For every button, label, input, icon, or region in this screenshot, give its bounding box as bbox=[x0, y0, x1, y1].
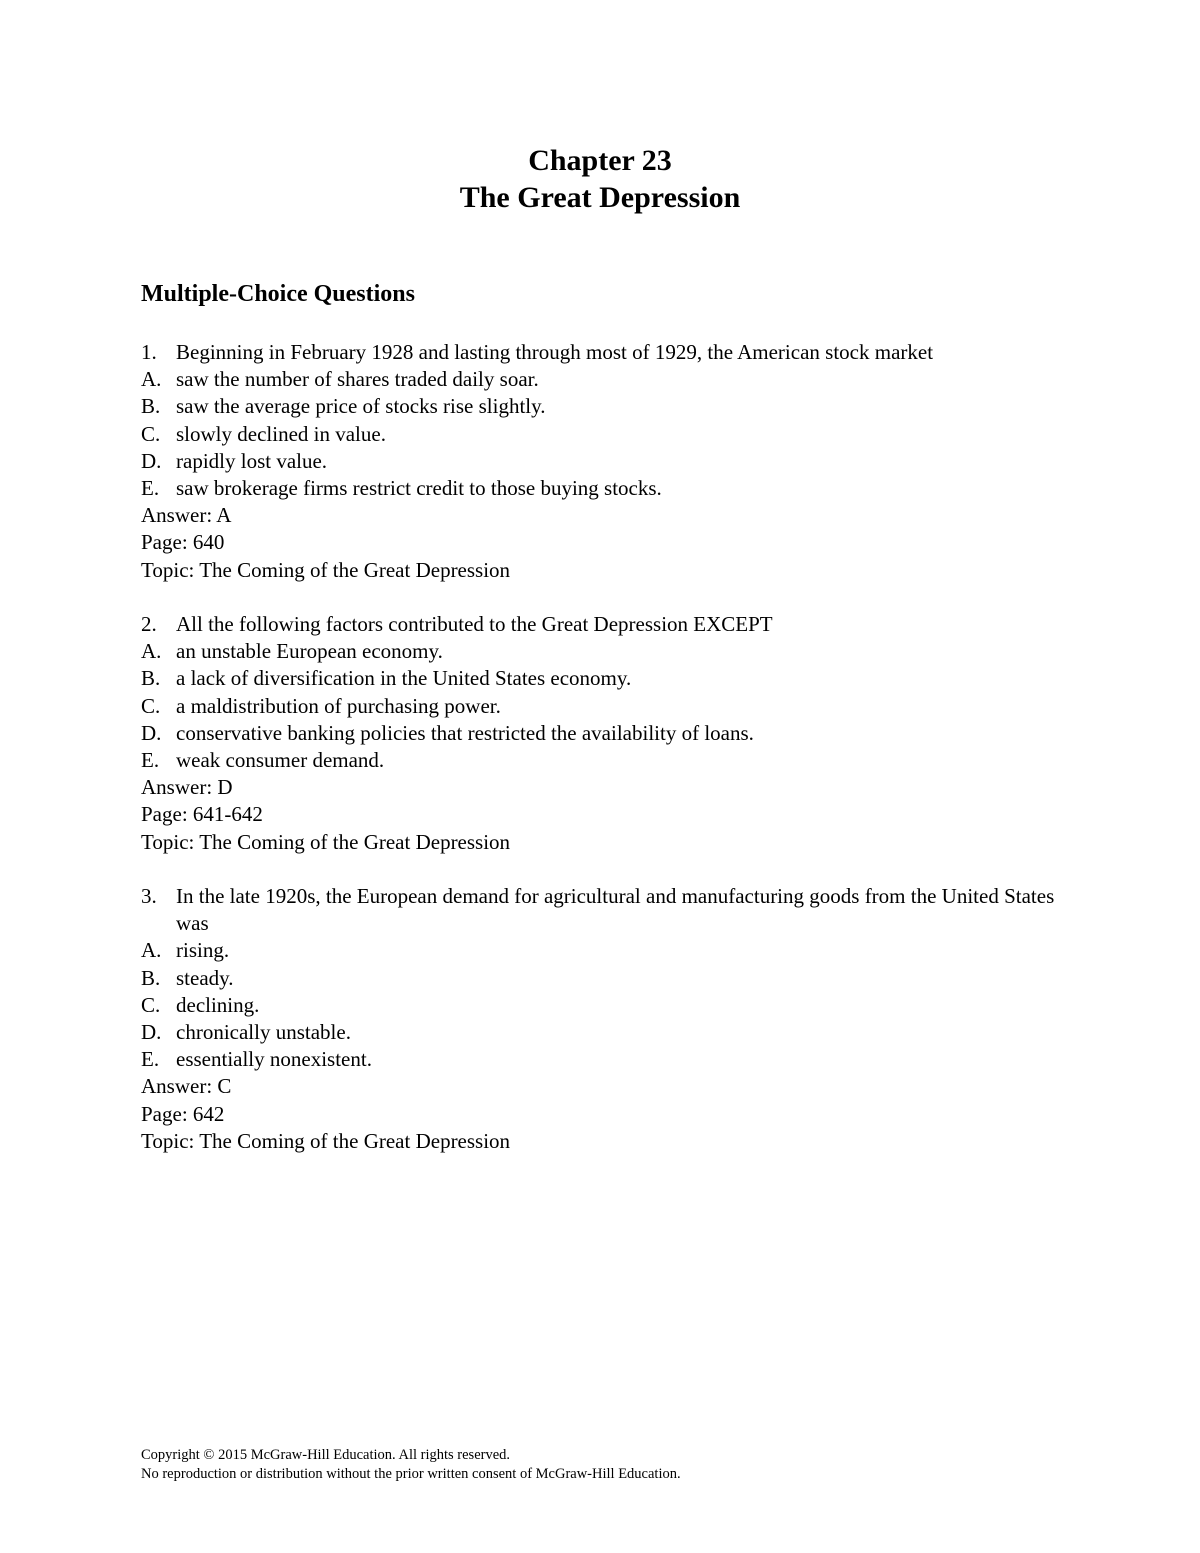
option-letter: D. bbox=[141, 448, 162, 473]
option-c bbox=[141, 421, 1061, 448]
option-a bbox=[141, 937, 1061, 964]
question-3 bbox=[141, 883, 1061, 1155]
answer-line: Answer: D bbox=[141, 775, 233, 800]
option-e bbox=[141, 747, 1061, 774]
option-text: an unstable European economy. bbox=[176, 639, 443, 664]
answer-line: Answer: C bbox=[141, 1074, 232, 1099]
question-number: 3. bbox=[141, 884, 157, 909]
option-letter: B. bbox=[141, 394, 161, 419]
option-text: declining. bbox=[176, 992, 260, 1017]
chapter-number: Chapter 23 bbox=[528, 144, 672, 177]
option-text: rising. bbox=[176, 938, 230, 963]
page-line: Page: 642 bbox=[141, 1101, 225, 1126]
option-letter: E. bbox=[141, 748, 160, 773]
copyright-line: Copyright © 2015 McGraw-Hill Education. All rights reserved. bbox=[141, 1447, 511, 1463]
topic-line: Topic: The Coming of the Great Depression bbox=[141, 557, 511, 582]
option-b bbox=[141, 665, 1061, 692]
question-text: In the late 1920s, the European demand for agricultural and manufacturing goods from the United States was bbox=[176, 884, 1055, 936]
chapter-name: The Great Depression bbox=[459, 181, 741, 214]
answer-line: Answer: A bbox=[141, 503, 232, 528]
reproduction-notice: No reproduction or distribution without the prior written consent of McGraw-Hill Education. bbox=[141, 1465, 681, 1482]
chapter-title bbox=[0, 142, 1200, 216]
option-text: a maldistribution of purchasing power. bbox=[176, 693, 501, 718]
option-text: essentially nonexistent. bbox=[176, 1047, 372, 1072]
question-1 bbox=[141, 339, 1061, 584]
option-text: a lack of diversification in the United States economy. bbox=[176, 666, 632, 691]
option-text: slowly declined in value. bbox=[176, 421, 386, 446]
question-number: 1. bbox=[141, 340, 157, 364]
copyright-footer bbox=[141, 1446, 681, 1483]
option-letter: C. bbox=[141, 693, 161, 718]
option-letter: E. bbox=[141, 1047, 160, 1072]
option-a bbox=[141, 638, 1061, 665]
option-b bbox=[141, 393, 1061, 420]
question-2 bbox=[141, 611, 1061, 856]
option-letter: C. bbox=[141, 992, 161, 1017]
option-text: steady. bbox=[176, 965, 234, 990]
page-line: Page: 640 bbox=[141, 530, 225, 555]
topic-line: Topic: The Coming of the Great Depression bbox=[141, 829, 511, 854]
question-text: Beginning in February 1928 and lasting through most of 1929, the American stock market bbox=[176, 340, 934, 364]
option-text: rapidly lost value. bbox=[176, 448, 328, 473]
question-number: 2. bbox=[141, 612, 157, 637]
question-stem bbox=[141, 611, 1061, 638]
option-letter: E. bbox=[141, 476, 160, 501]
option-d bbox=[141, 720, 1061, 747]
option-c bbox=[141, 693, 1061, 720]
option-d bbox=[141, 448, 1061, 475]
option-letter: A. bbox=[141, 367, 162, 392]
option-text: saw the average price of stocks rise slightly. bbox=[176, 394, 546, 419]
page-line: Page: 641-642 bbox=[141, 802, 263, 827]
option-e bbox=[141, 1046, 1061, 1073]
option-text: conservative banking policies that restricted the availability of loans. bbox=[176, 720, 754, 745]
option-text: saw the number of shares traded daily soar. bbox=[176, 367, 539, 392]
question-stem bbox=[141, 339, 1061, 366]
section-heading: Multiple-Choice Questions bbox=[141, 281, 415, 307]
option-c bbox=[141, 992, 1061, 1019]
topic-line: Topic: The Coming of the Great Depression bbox=[141, 1128, 511, 1153]
option-letter: D. bbox=[141, 720, 162, 745]
option-letter: C. bbox=[141, 421, 161, 446]
option-text: chronically unstable. bbox=[176, 1020, 351, 1045]
option-letter: D. bbox=[141, 1020, 162, 1045]
option-b bbox=[141, 965, 1061, 992]
question-list bbox=[141, 339, 1061, 1182]
option-letter: B. bbox=[141, 965, 161, 990]
option-letter: B. bbox=[141, 666, 161, 691]
option-d bbox=[141, 1019, 1061, 1046]
option-letter: A. bbox=[141, 938, 162, 963]
option-a bbox=[141, 366, 1061, 393]
option-text: saw brokerage firms restrict credit to those buying stocks. bbox=[176, 476, 662, 501]
option-e bbox=[141, 475, 1061, 502]
option-text: weak consumer demand. bbox=[176, 748, 385, 773]
option-letter: A. bbox=[141, 639, 162, 664]
question-stem bbox=[141, 883, 1061, 937]
question-text: All the following factors contributed to the Great Depression EXCEPT bbox=[176, 612, 773, 637]
